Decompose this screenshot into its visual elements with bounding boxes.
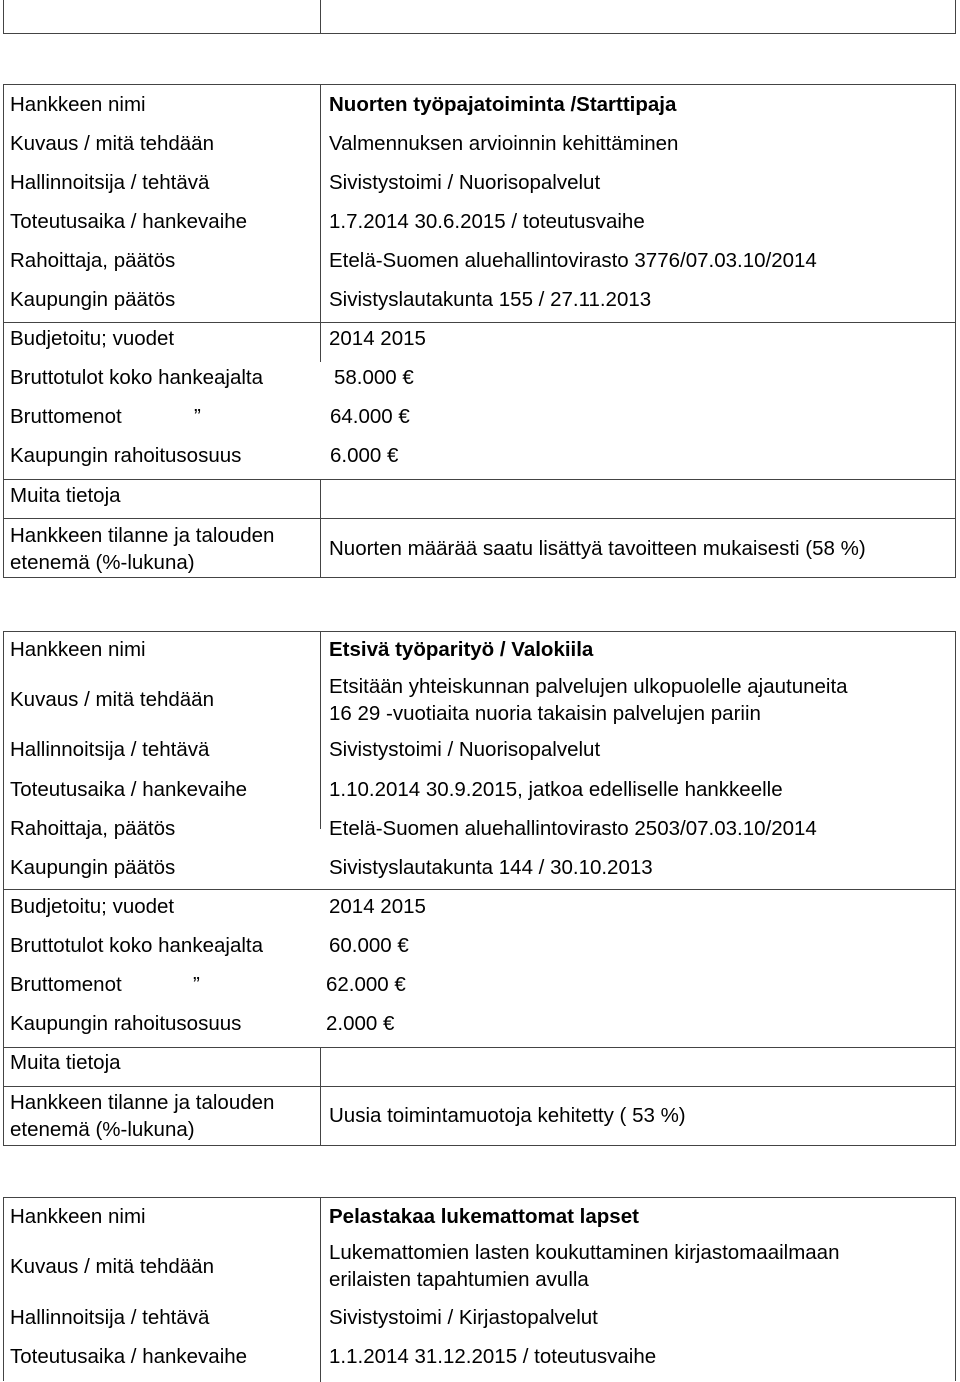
project-table-2 xyxy=(3,631,956,1146)
city-decision: Sivistyslautakunta 155 / 27.11.2013 xyxy=(329,288,652,311)
other-info-label: Muita tietoja xyxy=(10,1051,121,1074)
gross-income xyxy=(334,365,414,391)
euro-symbol: € xyxy=(394,973,406,996)
funder-label: Rahoittaja, päätös xyxy=(10,249,176,272)
description xyxy=(329,1239,839,1293)
euro-symbol: € xyxy=(383,1012,395,1035)
column-divider xyxy=(320,85,321,362)
budget-years: 2014 2015 xyxy=(329,327,426,350)
description-label: Kuvaus / mitä tehdään xyxy=(10,132,214,155)
status-label xyxy=(10,1089,274,1143)
gross-income-value: 60.000 xyxy=(329,934,392,957)
project-name: Pelastakaa lukemattomat lapset xyxy=(329,1205,639,1228)
gross-costs xyxy=(330,404,410,430)
city-decision-label: Kaupungin päätös xyxy=(10,288,176,311)
row-divider xyxy=(4,322,955,323)
budget-label: Budjetoitu; vuodet xyxy=(10,895,175,918)
gross-income-label: Bruttotulot koko hankeajalta xyxy=(10,934,263,957)
administrator-label: Hallinnoitsija / tehtävä xyxy=(10,1306,210,1329)
gross-costs-label: Bruttomenot xyxy=(10,405,122,428)
status-label-line-1: Hankkeen tilanne ja talouden xyxy=(10,524,275,547)
description-line-2: 16 29 -vuotiaita nuoria takaisin palvelujen pariin xyxy=(329,702,761,725)
description-line-1: Etsitään yhteiskunnan palvelujen ulkopuolelle ajautuneita xyxy=(329,675,848,698)
status: Uusia toimintamuotoja kehitetty ( 53 %) xyxy=(329,1104,686,1127)
description: Valmennuksen arvioinnin kehittäminen xyxy=(329,132,679,155)
description-line-2: erilaisten tapahtumien avulla xyxy=(329,1268,589,1291)
gross-income-label: Bruttotulot koko hankeajalta xyxy=(10,366,263,389)
city-decision: Sivistyslautakunta 144 / 30.10.2013 xyxy=(329,856,653,879)
description-line-1: Lukemattomien lasten koukuttaminen kirjastomaailmaan xyxy=(329,1241,840,1264)
gross-costs-value: 64.000 xyxy=(330,405,393,428)
column-divider xyxy=(320,1047,321,1146)
column-divider xyxy=(320,0,321,33)
ditto-mark: ” xyxy=(194,405,201,428)
project-name: Etsivä työparityö / Valokiila xyxy=(329,638,594,661)
period-label: Toteutusaika / hankevaihe xyxy=(10,778,248,801)
budget-years: 2014 2015 xyxy=(329,895,426,918)
city-share-label: Kaupungin rahoitusosuus xyxy=(10,1012,242,1035)
project-table-1 xyxy=(3,84,956,578)
city-share-value: 6.000 xyxy=(330,444,382,467)
gross-income-value: 58.000 xyxy=(334,366,397,389)
ditto-mark: ” xyxy=(193,973,200,996)
period-label: Toteutusaika / hankevaihe xyxy=(10,210,248,233)
row-divider xyxy=(4,1047,955,1048)
period: 1.7.2014 30.6.2015 / toteutusvaihe xyxy=(329,210,645,233)
row-divider xyxy=(4,479,955,480)
administrator-label: Hallinnoitsija / tehtävä xyxy=(10,738,210,761)
city-share-label: Kaupungin rahoitusosuus xyxy=(10,444,242,467)
administrator: Sivistystoimi / Kirjastopalvelut xyxy=(329,1306,598,1329)
funder: Etelä-Suomen aluehallintovirasto 3776/07.03.10/2014 xyxy=(329,249,817,272)
project-name-label: Hankkeen nimi xyxy=(10,638,146,661)
project-name-label: Hankkeen nimi xyxy=(10,93,146,116)
gross-costs-label: Bruttomenot xyxy=(10,973,122,996)
euro-symbol: € xyxy=(398,405,410,428)
row-divider xyxy=(4,889,955,890)
funder-label: Rahoittaja, päätös xyxy=(10,817,176,840)
description xyxy=(329,673,848,727)
gross-costs xyxy=(326,972,406,998)
euro-symbol: € xyxy=(397,934,409,957)
column-divider xyxy=(320,479,321,578)
project-name: Nuorten työpajatoiminta /Starttipaja xyxy=(329,93,677,116)
previous-table-fragment xyxy=(3,0,956,34)
status-label-line-2: etenemä (%-lukuna) xyxy=(10,551,195,574)
administrator: Sivistystoimi / Nuorisopalvelut xyxy=(329,171,601,194)
euro-symbol: € xyxy=(387,444,399,467)
city-share xyxy=(326,1011,394,1037)
administrator: Sivistystoimi / Nuorisopalvelut xyxy=(329,738,601,761)
status: Nuorten määrää saatu lisättyä tavoitteen mukaisesti (58 %) xyxy=(329,537,866,560)
city-decision-label: Kaupungin päätös xyxy=(10,856,176,879)
row-divider xyxy=(4,1086,955,1087)
other-info-label: Muita tietoja xyxy=(10,484,121,507)
project-name-label: Hankkeen nimi xyxy=(10,1205,146,1228)
status-label-line-2: etenemä (%-lukuna) xyxy=(10,1118,195,1141)
period: 1.10.2014 30.9.2015, jatkoa edelliselle hankkeelle xyxy=(329,778,783,801)
administrator-label: Hallinnoitsija / tehtävä xyxy=(10,171,210,194)
description-label: Kuvaus / mitä tehdään xyxy=(10,1255,214,1278)
period-label: Toteutusaika / hankevaihe xyxy=(10,1345,248,1368)
column-divider xyxy=(320,632,321,829)
status-label xyxy=(10,522,274,576)
description-label: Kuvaus / mitä tehdään xyxy=(10,688,214,711)
budget-label: Budjetoitu; vuodet xyxy=(10,327,175,350)
status-label-line-1: Hankkeen tilanne ja talouden xyxy=(10,1091,275,1114)
city-share-value: 2.000 xyxy=(326,1012,378,1035)
funder: Etelä-Suomen aluehallintovirasto 2503/07.03.10/2014 xyxy=(329,817,817,840)
row-divider xyxy=(4,518,955,519)
column-divider xyxy=(320,1198,321,1382)
gross-income xyxy=(329,933,409,959)
euro-symbol: € xyxy=(402,366,414,389)
gross-costs-value: 62.000 xyxy=(326,973,389,996)
period: 1.1.2014 31.12.2015 / toteutusvaihe xyxy=(329,1345,657,1368)
project-table-3 xyxy=(3,1197,956,1381)
city-share xyxy=(330,443,398,469)
